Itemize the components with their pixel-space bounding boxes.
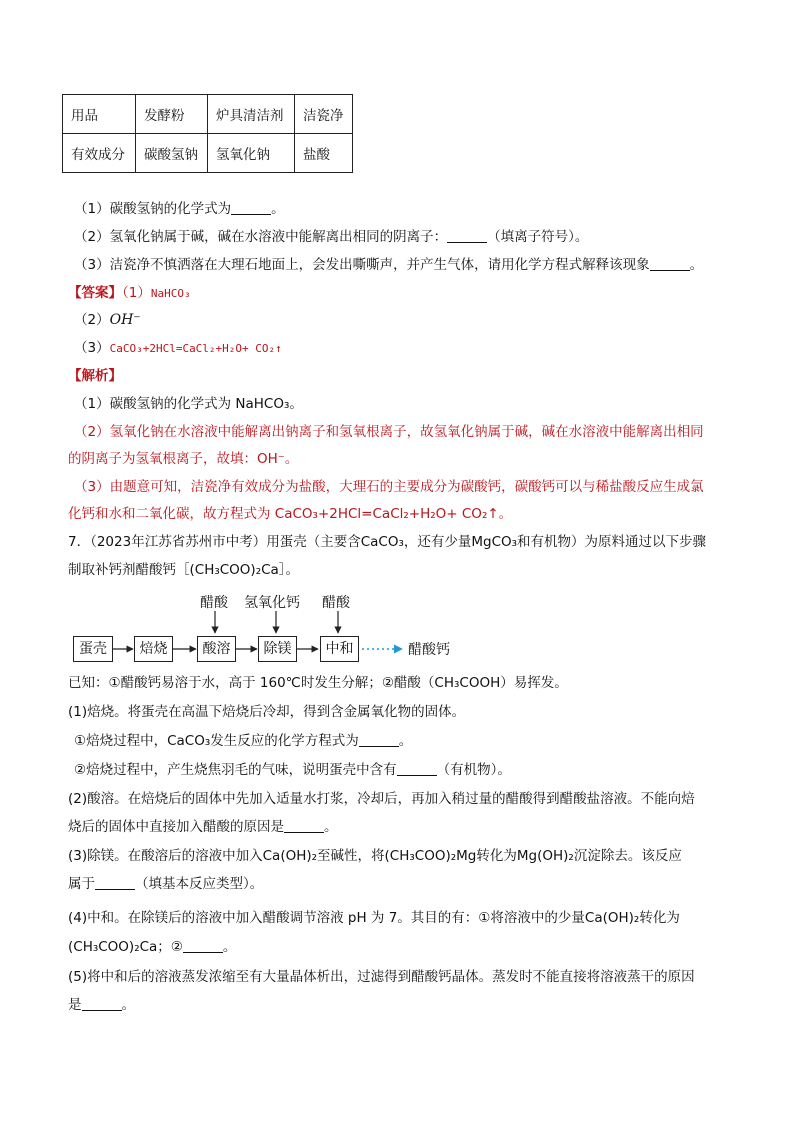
question-text: 是 xyxy=(68,997,82,1013)
question-text: 。 xyxy=(398,733,413,749)
answer-prefix: （2） xyxy=(74,312,110,328)
flow-product: 醋酸钙 xyxy=(408,642,450,658)
q7-known: 已知：①醋酸钙易溶于水，高于 160℃时发生分解；②醋酸（CH₃COOH）易挥发。 xyxy=(68,675,568,691)
question-text: 。 xyxy=(121,997,135,1013)
flow-step-remove-magnesium: 除镁 xyxy=(258,636,297,662)
analysis-label: 【解析】 xyxy=(68,368,122,384)
flow-input-acetic-acid: 醋酸 xyxy=(200,595,228,611)
table-cell: 碳酸氢钠 xyxy=(136,134,208,173)
q7-stem-line2: 制取补钙剂醋酸钙［(CH₃COO)₂Ca］。 xyxy=(68,562,300,578)
answer-prefix: （3） xyxy=(74,340,110,356)
analysis-p2-line1: （2）氢氧化钠在水溶液中能解离出钠离子和氢氧根离子，故氢氧化钠属于碱，碱在水溶液中能解离出相同 xyxy=(74,424,704,440)
table-cell: 洁瓷净 xyxy=(295,95,353,134)
question-text: 属于 xyxy=(68,876,95,892)
q7-s5-line1: (5)将中和后的溶液蒸发浓缩至有大量晶体析出，过滤得到醋酸钙晶体。蒸发时不能直接将溶液蒸干的原因 xyxy=(68,969,695,985)
q7-s3-line1: (3)除镁。在酸溶后的溶液中加入Ca(OH)₂至碱性，将(CH₃COO)₂Mg转化为Mg(OH)₂沉淀除去。该反应 xyxy=(68,848,682,864)
q7-s1b xyxy=(74,760,511,780)
question-text: ②焙烧过程中，产生烧焦羽毛的气味，说明蛋壳中含有 xyxy=(74,762,397,778)
answer-label: 【答案】 xyxy=(68,285,122,301)
question-text: 。 xyxy=(689,257,704,273)
question-text: (CH₃COO)₂Ca；② xyxy=(68,939,183,955)
q7-s1: (1)焙烧。将蛋壳在高温下焙烧后冷却，得到含金属氧化物的固体。 xyxy=(68,704,466,720)
flow-input-calcium-hydroxide: 氢氧化钙 xyxy=(244,595,300,611)
q7-s3-line2 xyxy=(68,874,263,894)
question-text: 。 xyxy=(222,939,237,955)
q7-s4-line2 xyxy=(68,937,236,957)
flow-step-neutralize: 中和 xyxy=(320,636,359,662)
question-text: 。 xyxy=(271,201,285,217)
question-text: ①焙烧过程中，CaCO₃发生反应的化学方程式为 xyxy=(74,733,359,749)
q7-s2-line1: (2)酸溶。在焙烧后的固体中先加入适量水打浆，冷却后，再加入稍过量的醋酸得到醋酸盐溶液。不能向焙 xyxy=(68,791,695,807)
flow-step-acid-dissolve: 酸溶 xyxy=(197,636,236,662)
analysis-p1: （1）碳酸氢钠的化学式为 NaHCO₃。 xyxy=(74,396,303,412)
answer-blank xyxy=(397,761,437,776)
q7-stem-line1: 7．（2023年江苏省苏州市中考）用蛋壳（主要含CaCO₃，还有少量MgCO₃和有机物）为原料通过以下步骤 xyxy=(68,534,707,550)
flow-step-eggshell: 蛋壳 xyxy=(73,636,113,662)
flow-input-acetic-acid-2: 醋酸 xyxy=(322,595,350,611)
answer-blank xyxy=(284,818,324,833)
analysis-p3-line2: 化钙和水和二氧化碳，故方程式为 CaCO₃+2HCl=CaCl₂+H₂O+ CO₂↑。 xyxy=(68,506,513,522)
answer-prefix: （1） xyxy=(122,285,151,301)
answer-blank xyxy=(95,875,135,890)
table-cell: 炉具清洁剂 xyxy=(208,95,295,134)
question-text: （2）氢氧化钠属于碱，碱在水溶液中能解离出相同的阴离子： xyxy=(74,229,448,245)
answer-blank xyxy=(82,996,122,1011)
table-cell: 盐酸 xyxy=(295,134,353,173)
table-cell: 发酵粉 xyxy=(136,95,208,134)
answer-ion: OH⁻ xyxy=(109,312,141,328)
analysis-p3-line1: （3）由题意可知，洁瓷净有效成分为盐酸，大理石的主要成分为碳酸钙，碳酸钙可以与稀盐酸反应生成氯 xyxy=(74,479,704,495)
table-cell: 氢氧化钠 xyxy=(208,134,295,173)
table-cell: 有效成分 xyxy=(63,134,136,173)
question-text: （填基本反应类型）。 xyxy=(135,876,264,892)
question-text: （3）洁瓷净不慎洒落在大理石地面上，会发出嘶嘶声，并产生气体，请用化学方程式解释该现象 xyxy=(74,257,650,273)
question-text: 烧后的固体中直接加入醋酸的原因是 xyxy=(68,819,284,835)
question-text: （有机物）。 xyxy=(436,762,511,778)
flow-step-roast: 焙烧 xyxy=(134,636,173,662)
q7-s4-line1: (4)中和。在除镁后的溶液中加入醋酸调节溶液 pH 为 7。其目的有：①将溶液中的少量Ca(OH)₂转化为 xyxy=(68,910,680,926)
analysis-p2-line2: 的阴离子为氢氧根离子，故填：OH⁻。 xyxy=(68,451,299,467)
answer-formula: NaHCO₃ xyxy=(150,287,191,300)
q7-s1a xyxy=(74,731,412,751)
answer-equation: CaCO₃+2HCl=CaCl₂+H₂O+ CO₂↑ xyxy=(109,342,282,355)
q7-s2-line2 xyxy=(68,817,338,837)
answer-blank xyxy=(359,732,399,747)
q7-s5-line2 xyxy=(68,995,135,1015)
question-text: 。 xyxy=(324,819,338,835)
table-cell: 用品 xyxy=(63,95,136,134)
question-text: （1）碳酸氢钠的化学式为 xyxy=(74,201,232,217)
answer-blank xyxy=(183,938,223,953)
question-text: （填离子符号）。 xyxy=(487,229,589,245)
